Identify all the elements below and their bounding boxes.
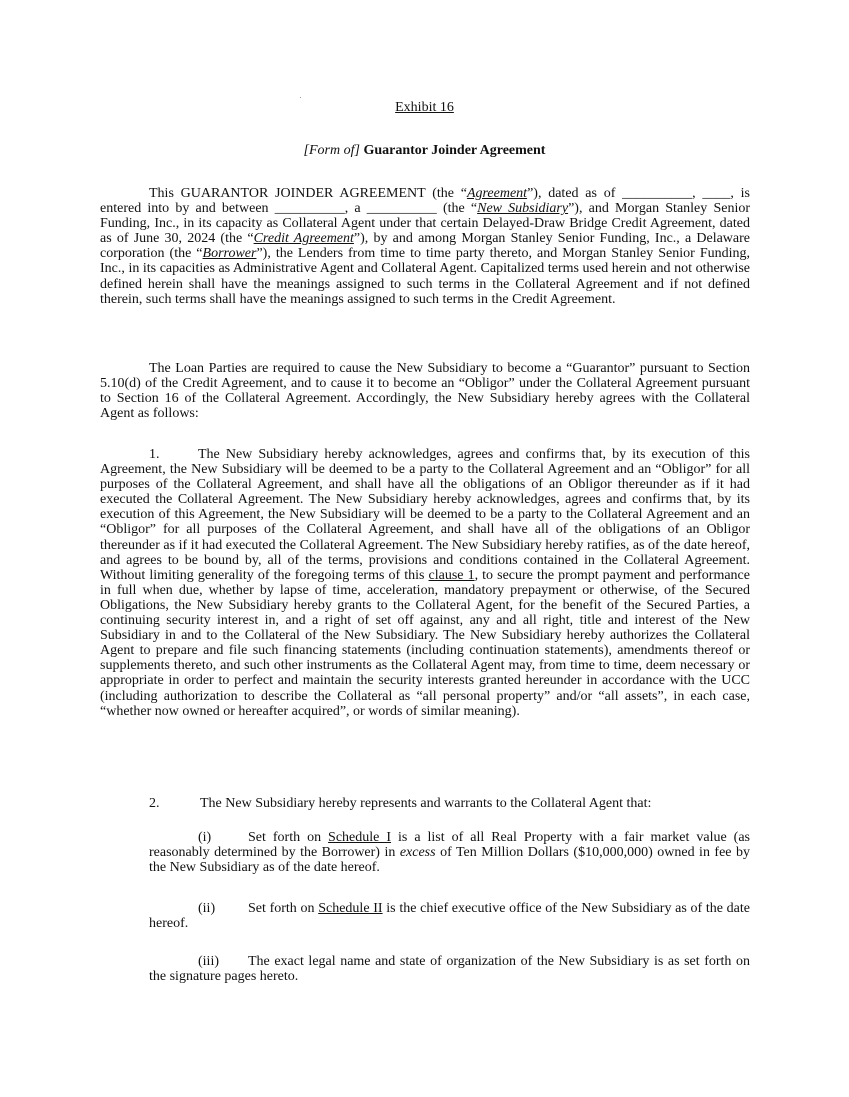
text-run: , to secure the prompt payment and performance in full when due, whether by lapse of time, acceleration, mandatory prepayment or otherwise, of the Secured Obligations, the New Subsidiary hereby grants to the Collateral Agent, for the benefit of the Secured Parties, a continuing security interest in, and a right of set off against, any and all right, title and interest of the New Subsidiary in and to the Collateral of the New Subsidiary. The New Subsidiary hereby authorizes the Collateral Agent to prepare and file such financing statements (including continuation statements), amendments thereof or supplements thereto, and such other instruments as the Collateral Agent may, from time to time, deem necessary or appropriate in order to perfect and maintain the security interests granted hereunder in accordance with the UCC (including authorization to describe the Collateral as “all personal property” and/or “all assets”, in each case, “whether now owned or hereafter acquired”, or words of similar meaning). bbox=[100, 567, 750, 719]
defined-term-agreement: Agreement bbox=[466, 186, 528, 201]
subsection-ii-label: (ii) bbox=[198, 901, 216, 916]
subsection-ii bbox=[149, 901, 750, 931]
excess-term: excess bbox=[399, 845, 436, 861]
scan-dot bbox=[300, 97, 301, 98]
agreement-title: Guarantor Joinder Agreement bbox=[363, 143, 546, 158]
text-run: The exact legal name and state of organization of the New Subsidiary is as set forth on the signature pages hereto. bbox=[149, 954, 750, 985]
text-run: is a list of all Real Property with a fair market value (as reasonably determined by the Borrower) in bbox=[149, 830, 750, 861]
text-run: Set forth on bbox=[248, 901, 319, 916]
form-of-label: [Form of] bbox=[303, 143, 360, 158]
recital-paragraph: The Loan Parties are required to cause the New Subsidiary to become a “Guarantor” pursuant to Section 5.10(d) of the Credit Agreement, and to cause it to become an “Obligor” under the Collateral Agreement pursuant to Section 16 of the Collateral Agreement. Accordingly, the New Subsidiary hereby agrees with the Collateral Agent as follows: bbox=[100, 361, 750, 422]
text-run: ”), and Morgan Stanley Senior Funding, Inc., in its capacity as Collateral Agent under that certain Delayed-Draw Bridge Credit Agreement, dated as of June 30, 2024 (the “ bbox=[100, 201, 750, 247]
defined-term-new-subsidiary: New Subsidiary bbox=[477, 201, 569, 217]
text-run: ”), by and among Morgan Stanley Senior Funding, Inc., a Delaware corporation (the “ bbox=[100, 231, 750, 262]
text-run: ”), dated as of __________, ____, is entered into by and between __________, a __________ (the “ bbox=[100, 186, 751, 217]
subsection-i-label: (i) bbox=[198, 830, 212, 845]
text-run: The New Subsidiary hereby acknowledges, agrees and confirms that, by its execution of this Agreement, the New Subsidiary will be deemed to be a party to the Collateral Agreement and an “Obligor” for all purposes of the Collateral Agreement, and shall have all the obligations of an Obligor thereunder as if it had executed the Collateral Agreement. The New Subsidiary hereby acknowledges, agrees and confirms that, by its execution of this Agreement, the New Subsidiary will be deemed to be a party to the Collateral Agreement and an “Obligor” for all purposes of the Collateral Agreement, and shall have all of the obligations of an Obligor thereunder as if it had executed the Collateral Agreement. The New Subsidiary hereby ratifies, as of the date hereof, and agrees to be bound by, all of the terms, provisions and conditions contained in the Collateral Agreement. Without limiting generality of the foregoing terms of this bbox=[100, 447, 750, 583]
form-title bbox=[0, 143, 849, 159]
clause-reference: clause 1 bbox=[428, 567, 475, 583]
section-2-number: 2. bbox=[149, 796, 160, 811]
text-run: is the chief executive office of the New Subsidiary as of the date hereof. bbox=[149, 901, 750, 932]
schedule-ii-reference: Schedule II bbox=[318, 901, 383, 916]
section-1-paragraph bbox=[100, 447, 750, 719]
text-run: This GUARANTOR JOINDER AGREEMENT (the “ bbox=[149, 186, 467, 201]
schedule-i-reference: Schedule I bbox=[328, 830, 392, 845]
text-run: ”), the Lenders from time to time party thereto, and Morgan Stanley Senior Funding, Inc., in its capacities as Administrative Agent and Collateral Agent. Capitalized terms used herein and not otherwise defined herein shall have the meanings assigned to such terms in the Collateral Agreement and if not defined therein, such terms shall have the meanings assigned to such terms in the Credit Agreement. bbox=[100, 246, 750, 307]
intro-paragraph bbox=[100, 186, 750, 307]
defined-term-borrower: Borrower bbox=[202, 246, 257, 262]
defined-term-credit-agreement: Credit Agreement bbox=[253, 231, 354, 247]
section-2-heading bbox=[149, 796, 651, 812]
subsection-iii bbox=[149, 954, 750, 984]
section-2-text: The New Subsidiary hereby represents and warrants to the Collateral Agent that: bbox=[200, 796, 652, 811]
text-run: of Ten Million Dollars ($10,000,000) owned in fee by the New Subsidiary as of the date hereof. bbox=[149, 845, 750, 876]
subsection-iii-label: (iii) bbox=[198, 954, 219, 969]
exhibit-title: Exhibit 16 bbox=[395, 100, 454, 115]
section-1-number: 1. bbox=[149, 447, 160, 462]
text-run: Set forth on bbox=[248, 830, 329, 845]
subsection-i bbox=[149, 830, 750, 875]
